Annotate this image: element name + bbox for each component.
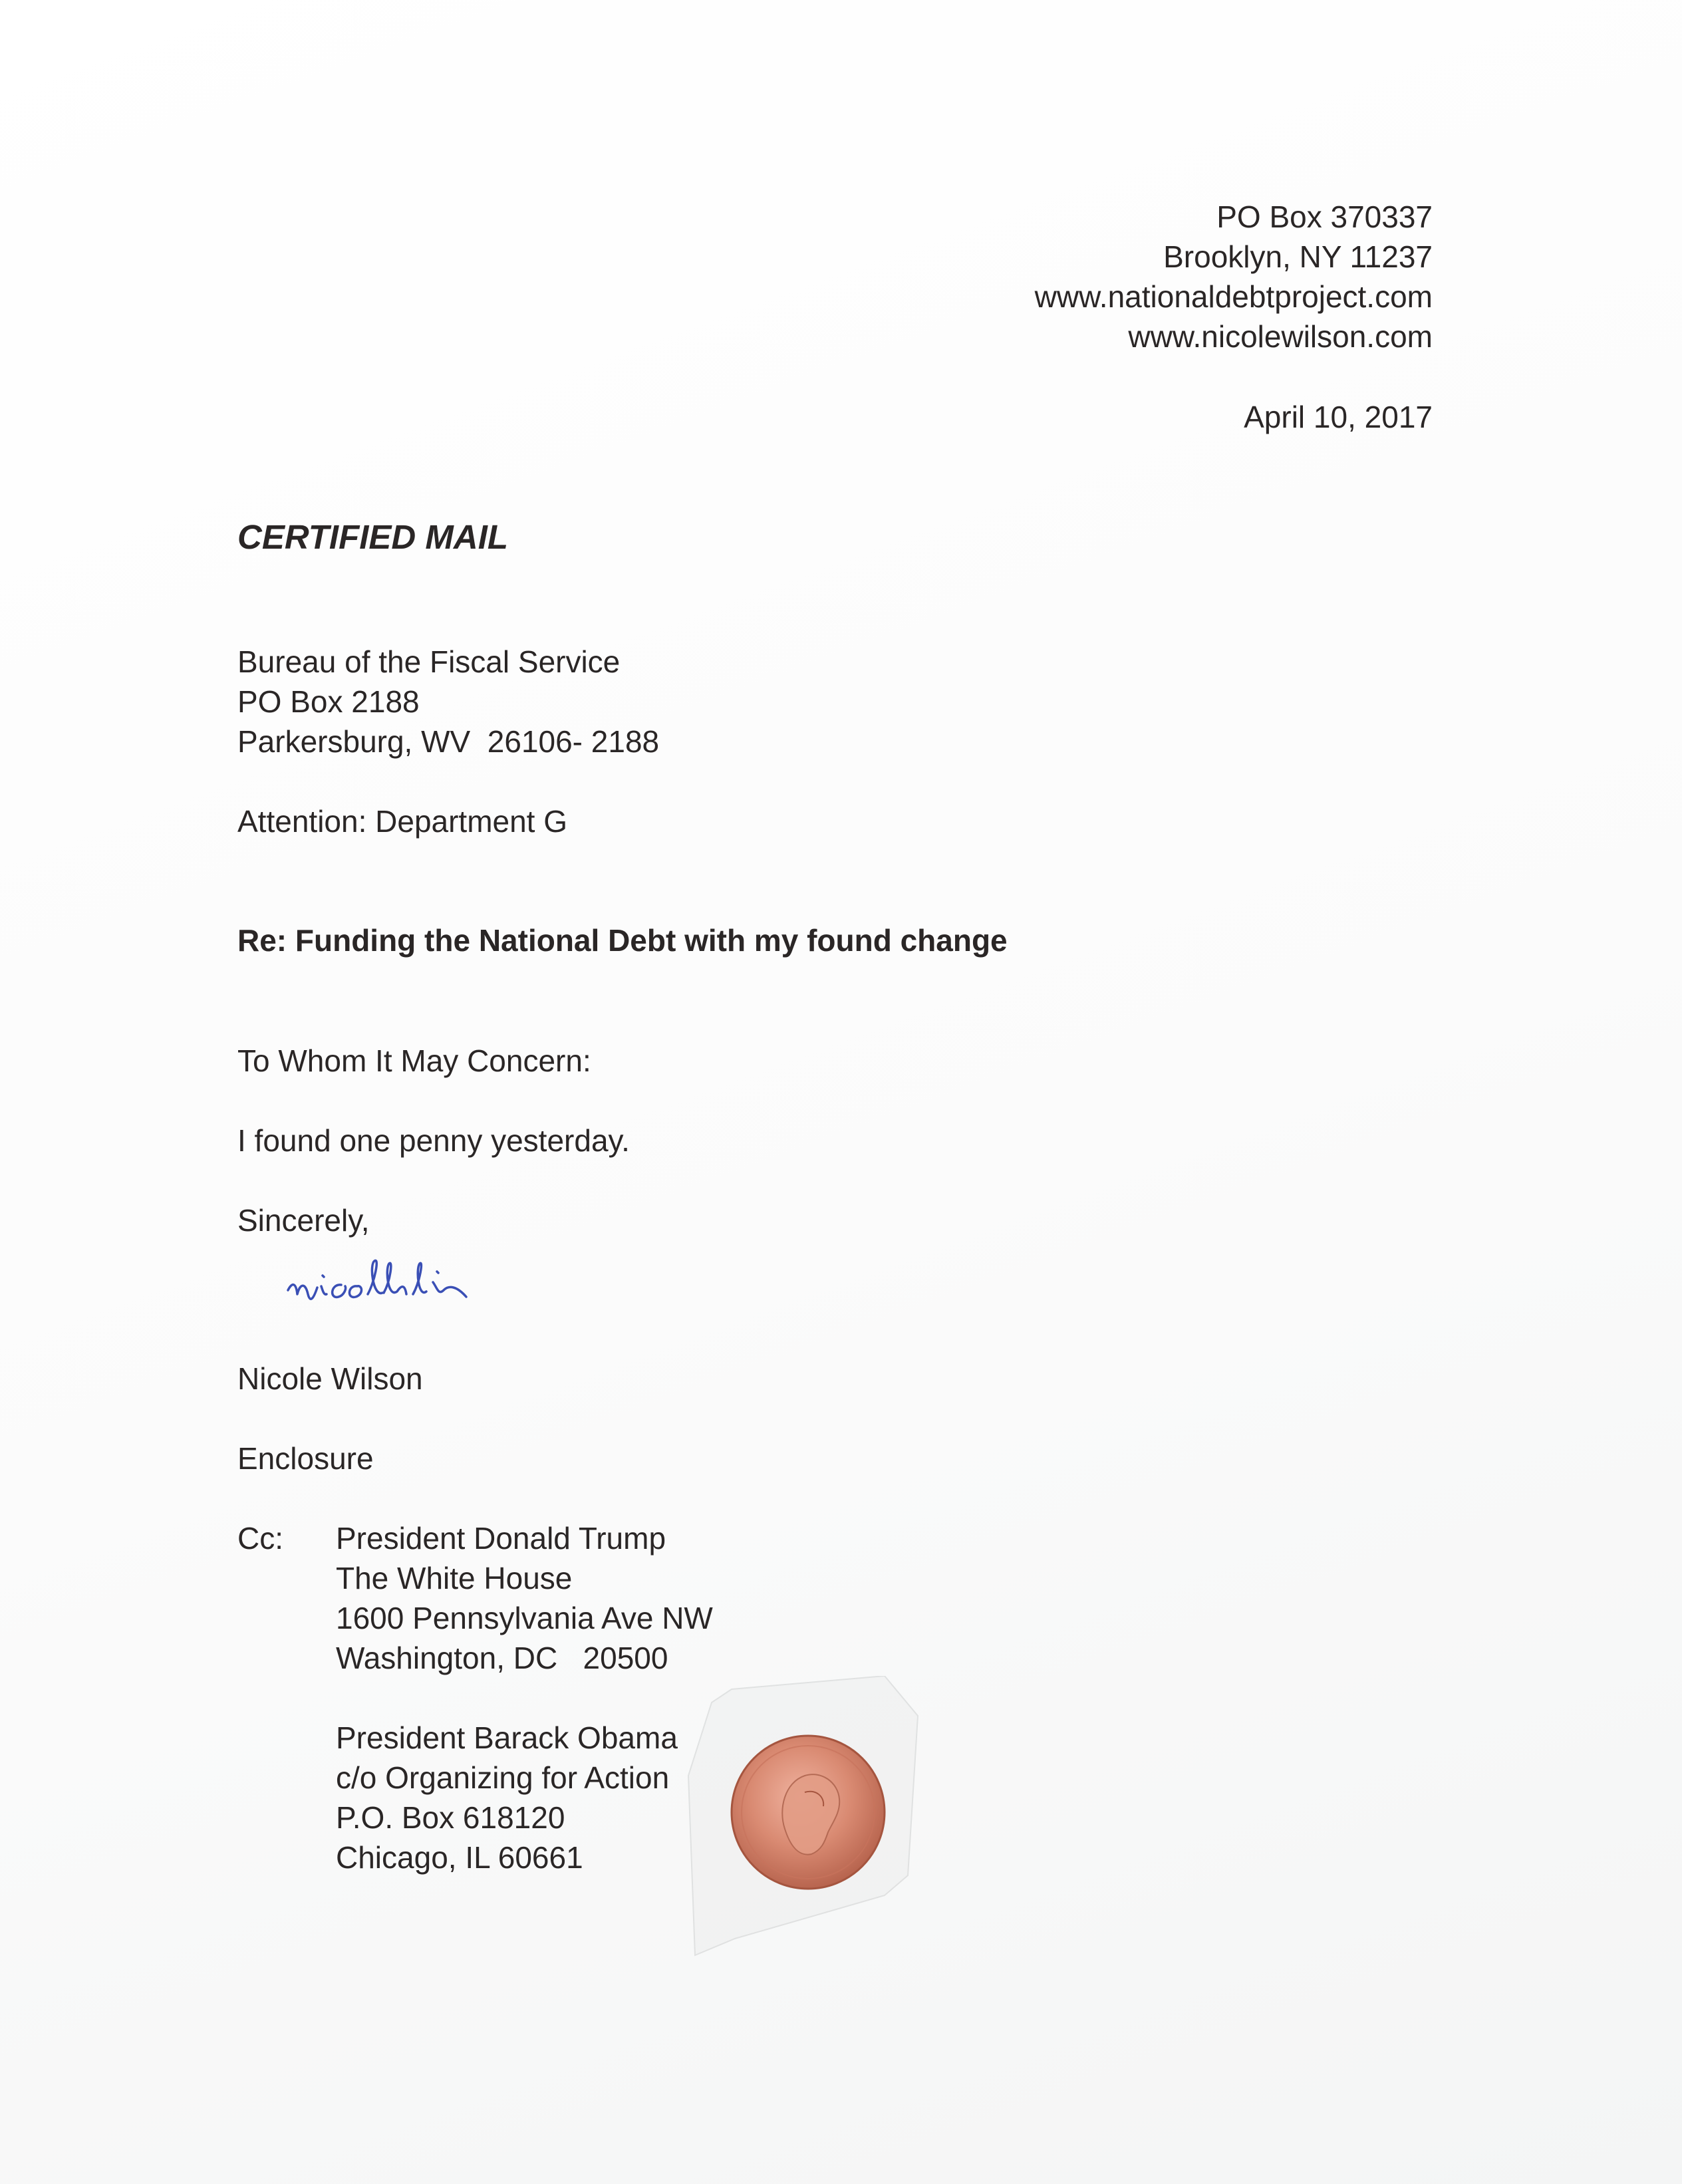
cc-recipient-street: P.O. Box 618120: [336, 1800, 565, 1835]
subject-line: Re: Funding the National Debt with my found change: [237, 923, 1008, 958]
certified-mail-heading: CERTIFIED MAIL: [237, 518, 509, 556]
recipient-address: [237, 642, 659, 761]
cc-recipient-name: President Donald Trump: [336, 1521, 666, 1556]
sender-po-box: PO Box 370337: [1216, 200, 1433, 234]
sender-website-project: www.nationaldebtproject.com: [1034, 279, 1433, 314]
cc-recipient-city: Chicago, IL 60661: [336, 1840, 583, 1875]
cc-recipient-org: The White House: [336, 1561, 573, 1595]
cc-recipient-obama: [336, 1718, 678, 1877]
recipient-city: Parkersburg, WV 26106- 2188: [237, 724, 660, 759]
signer-name: Nicole Wilson: [237, 1361, 423, 1396]
cc-recipient-city: Washington, DC 20500: [336, 1641, 668, 1675]
handwritten-signature: [283, 1244, 615, 1323]
cc-recipient-trump: [336, 1518, 713, 1678]
attention-line: Attention: Department G: [237, 804, 568, 839]
letter-date: April 10, 2017: [1244, 400, 1433, 434]
enclosure-note: Enclosure: [237, 1441, 374, 1476]
cc-label: Cc:: [237, 1521, 283, 1556]
closing: Sincerely,: [237, 1203, 370, 1238]
sender-address: [1035, 197, 1433, 356]
taped-penny: [685, 1676, 924, 1962]
recipient-name: Bureau of the Fiscal Service: [237, 644, 621, 679]
cc-recipient-org: c/o Organizing for Action: [336, 1760, 670, 1795]
sender-website-personal: www.nicolewilson.com: [1128, 319, 1433, 354]
letter-body: I found one penny yesterday.: [237, 1123, 630, 1158]
cc-recipient-street: 1600 Pennsylvania Ave NW: [336, 1601, 713, 1635]
recipient-po-box: PO Box 2188: [237, 684, 420, 719]
cc-recipient-name: President Barack Obama: [336, 1720, 678, 1755]
salutation: To Whom It May Concern:: [237, 1043, 591, 1078]
penny-icon: [732, 1736, 885, 1889]
sender-city: Brooklyn, NY 11237: [1163, 239, 1433, 274]
